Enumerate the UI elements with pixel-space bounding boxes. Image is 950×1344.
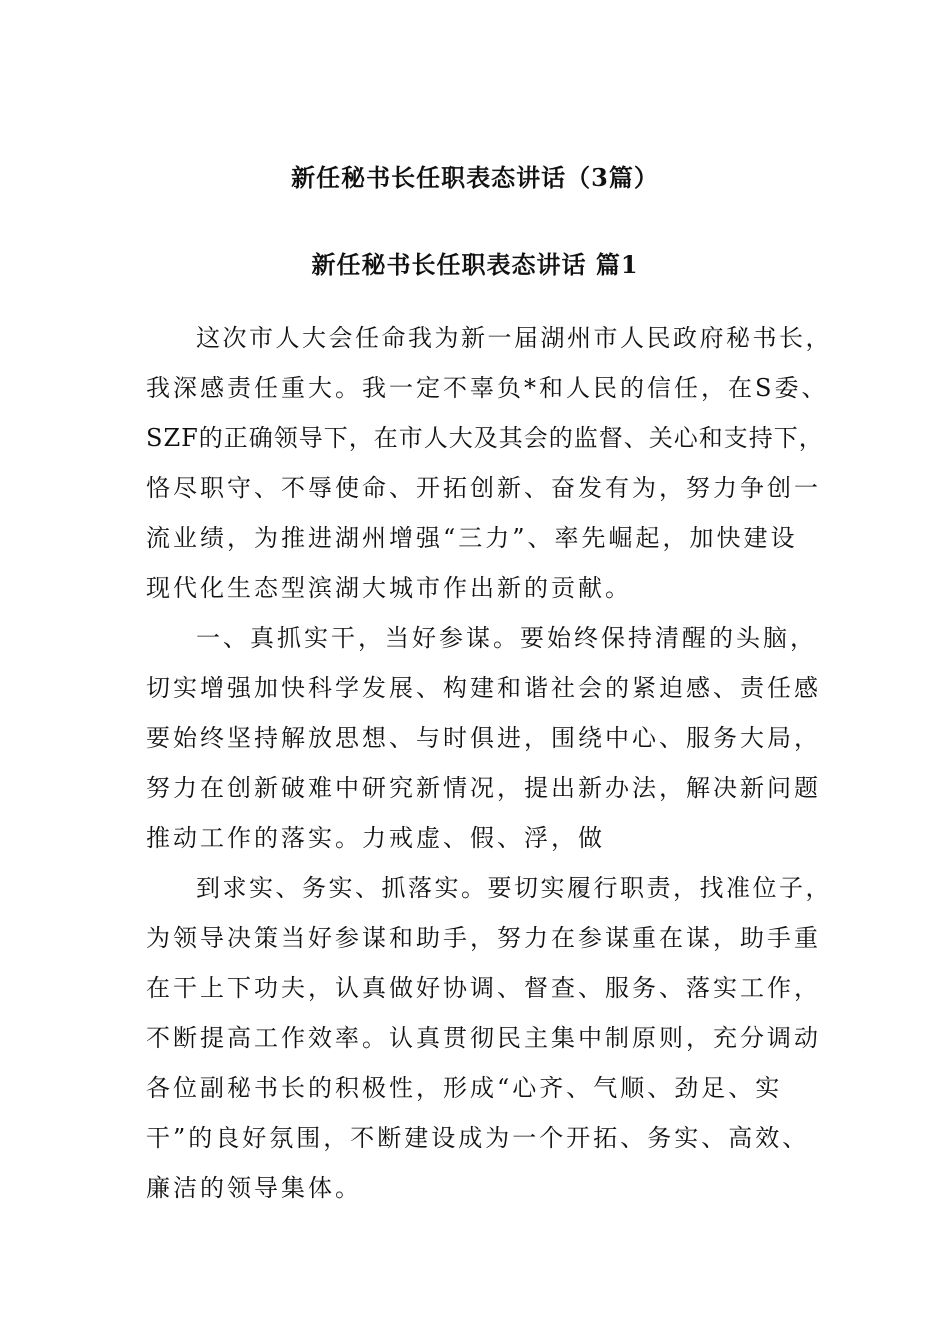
paragraph-line: SZF的正确领导下，在市人大及其会的监督、关心和支持下， <box>146 424 824 452</box>
paragraph-line: 流业绩，为推进湖州增强“三力”、率先崛起，加快建设 <box>146 524 798 552</box>
paragraph-line: 为领导决策当好参谋和助手，努力在参谋重在谋，助手重 <box>146 924 821 952</box>
paragraph-line: 不断提高工作效率。认真贯彻民主集中制原则，充分调动 <box>146 1024 821 1052</box>
paragraph-line: 要始终坚持解放思想、与时俱进，围绕中心、服务大局， <box>146 724 821 752</box>
paragraph-line: 努力在创新破难中研究新情况，提出新办法，解决新问题 <box>146 774 821 802</box>
paragraph-line: 干”的良好氛围，不断建设成为一个开拓、务实、高效、 <box>146 1124 810 1152</box>
paragraph-line: 在干上下功夫，认真做好协调、督查、服务、落实工作， <box>146 974 821 1002</box>
document-title: 新任秘书长任职表态讲话（3篇） <box>291 163 659 192</box>
paragraph-line: 到求实、务实、抓落实。要切实履行职责，找准位子， <box>196 874 832 902</box>
paragraph-line: 推动工作的落实。力戒虚、假、浮，做 <box>146 824 605 852</box>
section-title: 新任秘书长任职表态讲话 篇1 <box>311 250 639 279</box>
paragraph-line: 各位副秘书长的积极性，形成“心齐、气顺、劲足、实 <box>146 1074 783 1102</box>
paragraph-line: 现代化生态型滨湖大城市作出新的贡献。 <box>146 574 632 602</box>
paragraph-line: 我深感责任重大。我一定不辜负*和人民的信任，在S委、 <box>146 374 829 402</box>
paragraph-line: 切实增强加快科学发展、构建和谐社会的紧迫感、责任感 <box>146 674 821 702</box>
paragraph-line: 这次市人大会任命我为新一届湖州市人民政府秘书长， <box>196 324 832 352</box>
paragraph-line: 一、真抓实干，当好参谋。要始终保持清醒的头脑， <box>196 624 817 652</box>
paragraph-line: 廉洁的领导集体。 <box>146 1174 362 1202</box>
paragraph-line: 恪尽职守、不辱使命、开拓创新、奋发有为，努力争创一 <box>146 474 821 502</box>
